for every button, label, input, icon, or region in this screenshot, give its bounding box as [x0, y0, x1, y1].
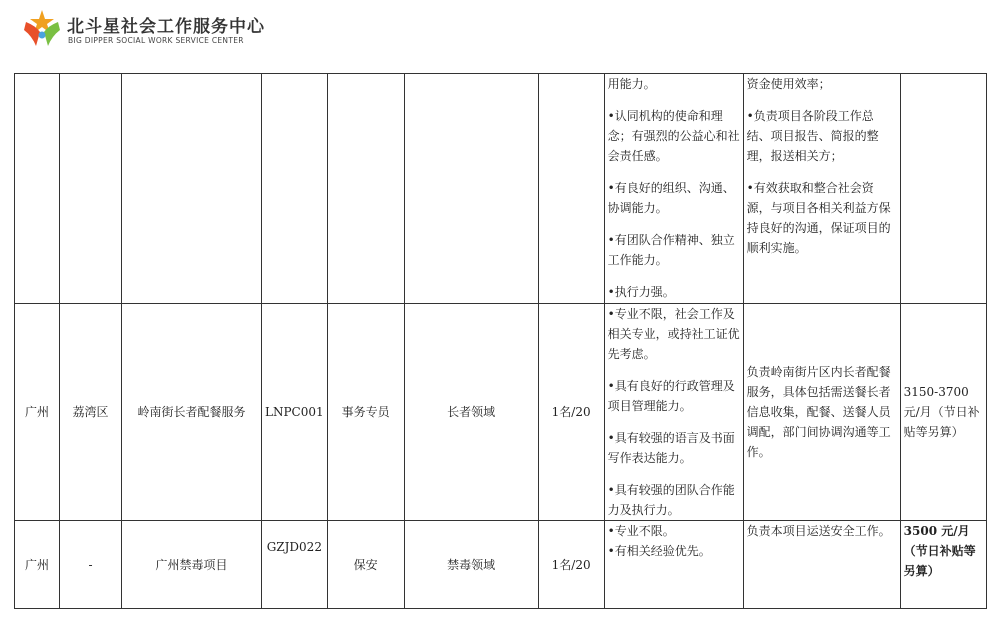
duty-item: •有效获取和整合社会资源，与项目各相关利益方保持良好的沟通，保证项目的顺利实施。 — [746, 181, 891, 255]
table-row — [15, 74, 987, 304]
requirement-item: •具有较强的团队合作能力及执行力。 — [607, 483, 735, 517]
salary-cell — [900, 74, 986, 304]
district-cell — [60, 74, 122, 304]
position-cell: 保安 — [327, 521, 404, 609]
city-cell: 广州 — [15, 521, 60, 609]
code-cell — [262, 74, 328, 304]
project-cell: 广州禁毒项目 — [122, 521, 262, 609]
city-cell — [15, 74, 60, 304]
requirement-item: 用能力。 — [607, 77, 656, 91]
requirement-item: •具有良好的行政管理及项目管理能力。 — [607, 379, 735, 413]
position-cell — [327, 74, 404, 304]
table-row — [15, 304, 987, 521]
field-cell: 禁毒领域 — [404, 521, 538, 609]
requirement-item: •执行力强。 — [607, 285, 675, 299]
salary-cell: 3150-3700元/月（节日补贴等另算） — [900, 304, 986, 521]
requirement-item: •专业不限。 — [607, 524, 675, 538]
star-figure-logo-icon — [20, 8, 64, 48]
requirement-item: •具有较强的语言及书面写作表达能力。 — [607, 431, 735, 465]
project-cell — [122, 74, 262, 304]
count-cell — [538, 74, 604, 304]
requirement-item: •有相关经验优先。 — [607, 544, 711, 558]
requirement-item: •专业不限，社会工作及相关专业，或持社工证优先考虑。 — [607, 307, 740, 361]
project-cell: 岭南街长者配餐服务 — [122, 304, 262, 521]
duty-item: •负责项目各阶段工作总结、项目报告、简报的整理，报送相关方； — [746, 109, 879, 163]
table-row — [15, 521, 987, 609]
org-name-en: BIG DIPPER SOCIAL WORK SERVICE CENTER — [68, 36, 244, 45]
requirements-cell — [604, 74, 743, 304]
duty-item: 负责本项目运送安全工作。 — [746, 524, 891, 538]
job-table — [14, 73, 987, 609]
district-cell: 荔湾区 — [60, 304, 122, 521]
requirements-cell — [604, 521, 743, 609]
duties-cell — [743, 74, 900, 304]
count-cell: 1名/20 — [538, 304, 604, 521]
salary-cell: 3500 元/月（节日补贴等另算） — [900, 521, 986, 609]
duty-item: 资金使用效率； — [746, 77, 831, 91]
district-cell: - — [60, 521, 122, 609]
requirement-item: •认同机构的使命和理念；有强烈的公益心和社会责任感。 — [607, 109, 740, 163]
count-cell: 1名/20 — [538, 521, 604, 609]
field-cell — [404, 74, 538, 304]
duty-item: 负责岭南街片区内长者配餐服务，具体包括需送餐长者信息收集，配餐、送餐人员调配，部门间协调沟通等工作。 — [746, 365, 891, 459]
requirement-item: •有良好的组织、沟通、协调能力。 — [607, 181, 735, 215]
requirements-cell — [604, 304, 743, 521]
code-cell: LNPC001 — [262, 304, 328, 521]
code-cell: GZJD022 — [262, 521, 328, 609]
city-cell: 广州 — [15, 304, 60, 521]
field-cell: 长者领域 — [404, 304, 538, 521]
position-cell: 事务专员 — [327, 304, 404, 521]
org-name-cn: 北斗星社会工作服务中心 — [67, 17, 265, 37]
duties-cell — [743, 304, 900, 521]
requirement-item: •有团队合作精神、独立工作能力。 — [607, 233, 735, 267]
duties-cell — [743, 521, 900, 609]
